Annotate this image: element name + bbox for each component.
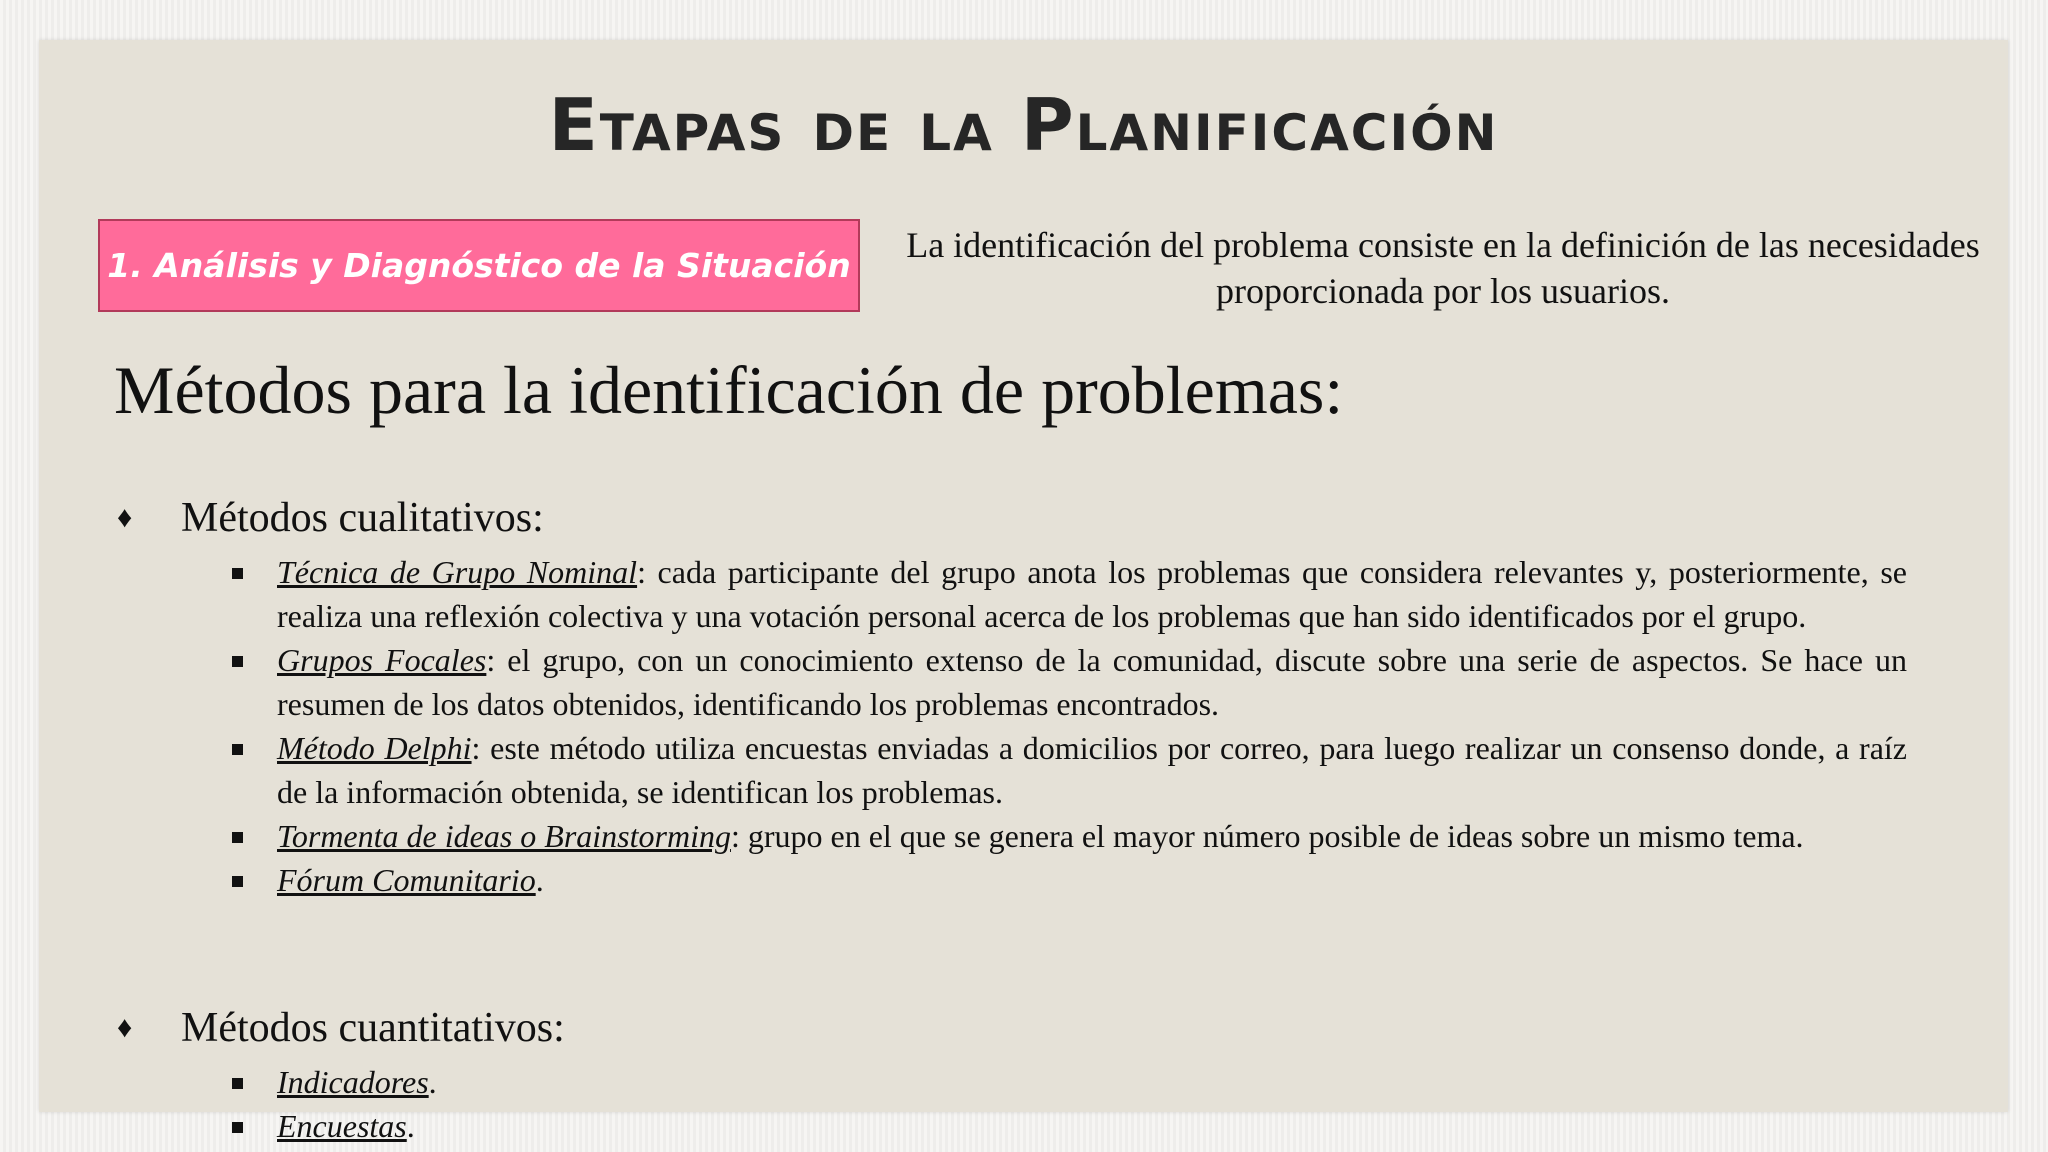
method-description: : este método utiliza encuestas enviadas a domicilios por correo, para luego realizar un consenso donde, a raíz de la información obtenida, se identifican los problemas. (277, 730, 1908, 810)
quantitative-methods (117, 1000, 1907, 1148)
list-item (117, 638, 1907, 726)
method-description: . (428, 1064, 437, 1100)
list-item (117, 726, 1907, 814)
square-bullet-icon (232, 656, 243, 667)
list-item (117, 1060, 1907, 1104)
list-item (117, 1104, 1907, 1148)
square-bullet-icon (232, 1122, 243, 1133)
square-bullet-icon (232, 744, 243, 755)
method-term: Técnica de Grupo Nominal (277, 554, 638, 590)
quantitative-list (117, 1060, 1907, 1148)
method-term: Método Delphi (277, 730, 472, 766)
method-term: Encuestas (277, 1108, 407, 1144)
list-item (117, 858, 1907, 902)
method-term: Fórum Comunitario (277, 862, 536, 898)
stage-label-box: 1. Análisis y Diagnóstico de la Situación (98, 219, 860, 312)
qualitative-heading-row (117, 490, 1907, 546)
section-heading: Métodos para la identificación de problemas: (114, 352, 1344, 428)
list-item (117, 814, 1907, 858)
diamond-bullet-icon: ♦ (117, 1011, 133, 1044)
qualitative-methods (117, 490, 1907, 902)
list-item (117, 550, 1907, 638)
method-description: : el grupo, con un conocimiento extenso de la comunidad, discute sobre una serie de aspectos. Se hace un resumen de los datos obtenidos, identificando los problemas encontrados. (277, 642, 1908, 722)
quantitative-heading-row (117, 1000, 1907, 1056)
square-bullet-icon (232, 832, 243, 843)
qualitative-list (117, 550, 1907, 902)
method-description: : cada participante del grupo anota los problemas que considera relevantes y, posteriormente, se realiza una reflexión colectiva y una votación personal acerca de los problemas que han sido identificados por el grupo. (277, 554, 1908, 634)
square-bullet-icon (232, 876, 243, 887)
method-description: : grupo en el que se genera el mayor número posible de ideas sobre un mismo tema. (730, 818, 1804, 854)
quantitative-heading: Métodos cuantitativos: (181, 1005, 565, 1051)
method-term: Tormenta de ideas o Brainstorming (277, 818, 731, 854)
definition-text: La identificación del problema consiste en la definición de las necesidades proporcionada por los usuarios. (906, 225, 1980, 311)
slide (39, 40, 2008, 1144)
square-bullet-icon (232, 1078, 243, 1089)
method-description: . (535, 862, 544, 898)
qualitative-heading: Métodos cualitativos: (181, 495, 544, 541)
method-description: . (406, 1108, 415, 1144)
square-bullet-icon (232, 568, 243, 579)
method-term: Indicadores (277, 1064, 429, 1100)
diamond-bullet-icon: ♦ (117, 501, 133, 534)
slide-title: Etapas de la Planificación (548, 83, 1499, 167)
method-term: Grupos Focales (277, 642, 487, 678)
